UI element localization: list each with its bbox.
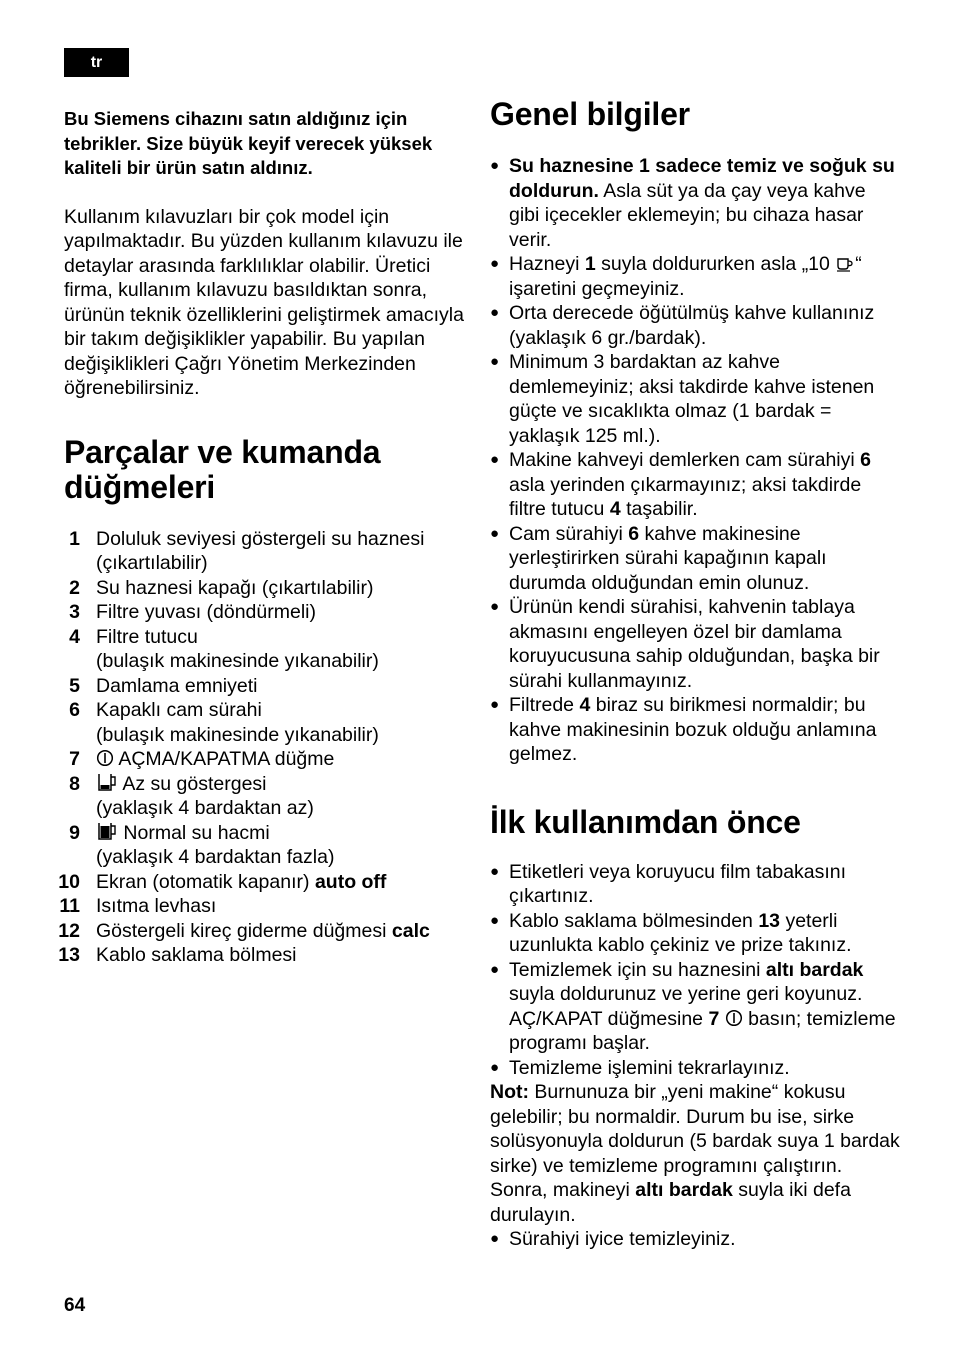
left-column	[58, 107, 469, 968]
list-item: ● Minimum 3 bardaktan az kahve demlemeyiniz; aksi takdirde kahve istenen güçte ve sıcaklıkta olmaz (1 bardak = yaklaşık 125 ml.).	[490, 351, 875, 447]
list-item: 8 Az su göstergesi (yaklaşık 4 bardaktan az)	[69, 772, 314, 819]
low-water-icon	[96, 772, 118, 792]
right-column	[490, 97, 900, 1252]
power-icon	[725, 1009, 743, 1027]
list-item: 5 Damlama emniyeti	[69, 674, 258, 697]
list-item: 3 Filtre yuvası (döndürmeli)	[69, 601, 316, 623]
list-item: ● Filtrede 4 biraz su birikmesi normaldir; bu kahve makinesinin bozuk olduğu anlamına gelmez.	[490, 694, 877, 765]
list-item: ● Hazneyi 1 suyla doldururken asla „10 “ işaretini geçmeyiniz.	[490, 253, 862, 300]
list-item: ● Temizleme işlemini tekrarlayınız.	[490, 1056, 790, 1079]
intro-bold-text: Bu Siemens cihazını satın aldığınız için tebrikler. Size büyük keyif verecek yüksek kaliteli bir ürün satın aldınız.	[64, 108, 433, 178]
first-use-heading: İlk kullanımdan önce	[490, 803, 801, 840]
list-item: ● Ürünün kendi sürahisi, kahvenin tablaya akmasını engelleyen özel bir damlama koruyucusuna sahip olduğundan, başka bir sürahi kullanmayınız.	[490, 596, 880, 692]
parts-heading: Parçalar ve kumanda düğmeleri	[64, 433, 381, 505]
list-item: 6 Kapaklı cam sürahi (bulaşık makinesinde yıkanabilir)	[69, 699, 379, 746]
list-item: ● Su haznesine 1 sadece temiz ve soğuk su doldurun. Asla süt ya da çay veya kahve gibi içecekler eklemeyin; bu cihaza hasar verir.	[490, 155, 895, 251]
list-item: 13 Kablo saklama bölmesi	[58, 944, 297, 966]
list-item: 4 Filtre tutucu (bulaşık makinesinde yıkanabilir)	[69, 625, 379, 672]
list-item: ● Cam sürahiyi 6 kahve makinesine yerleştirirken sürahi kapağının kapalı durumda olduğundan emin olunuz.	[490, 522, 827, 594]
list-item: 11 Isıtma levhası	[59, 895, 217, 917]
list-item: 12 Göstergeli kireç giderme düğmesi calc	[58, 919, 430, 942]
intro-text: Kullanım kılavuzları bir çok model için yapılmaktadır. Bu yüzden kullanım kılavuzu ile detaylar arasında farklılıklar olabilir. Üretici firma, kullanım kılavuzu basıldıktan sonra, ürünün teknik özelliklerini geliştirmek amacıyla bir takım değişiklikler yapabilir. Bu yapılan değişiklikleri Çağrı Yönetim Merkezinden öğrenebilirsiniz.	[64, 205, 464, 399]
first-use-list-end	[490, 1227, 900, 1252]
list-item: ● Sürahiyi iyice temizleyiniz.	[490, 1228, 736, 1250]
list-item: ● Kablo saklama bölmesinden 13 yeterli uzunlukta kablo çekiniz ve prize takınız.	[490, 909, 852, 956]
normal-water-icon	[96, 821, 118, 841]
general-list	[490, 154, 900, 767]
parts-list	[58, 527, 469, 968]
list-item: ● Etiketleri veya koruyucu film tabakasını çıkartınız.	[490, 860, 847, 907]
first-use-list	[490, 860, 900, 1081]
language-tag: tr	[64, 48, 129, 77]
list-item: 10 Ekran (otomatik kapanır) auto off	[58, 870, 387, 893]
list-item: 7 AÇMA/KAPATMA düğme	[69, 748, 335, 770]
list-item: 2 Su haznesi kapağı (çıkartılabilir)	[69, 576, 374, 599]
cup-icon	[835, 254, 855, 272]
power-icon	[96, 749, 114, 767]
list-item: ● Orta derecede öğütülmüş kahve kullanınız (yaklaşık 6 gr./bardak).	[490, 302, 875, 349]
list-item: ● Temizlemek için su haznesini altı bardak suyla doldurunuz ve yerine geri koyunuz. AÇ/KAPAT düğmesine 7 basın; temizleme programı başlar.	[490, 958, 896, 1054]
general-heading: Genel bilgiler	[490, 96, 690, 132]
list-item: 9 Normal su hacmi (yaklaşık 4 bardaktan fazla)	[69, 821, 335, 868]
list-item: ● Makine kahveyi demlerken cam sürahiyi 6 asla yerinden çıkarmayınız; aksi takdirde filtre tutucu 4 taşabilir.	[490, 449, 872, 520]
list-item: 1 Doluluk seviyesi göstergeli su haznesi (çıkartılabilir)	[69, 527, 425, 574]
note-paragraph: Not: Burnunuza bir „yeni makine“ kokusu gelebilir; bu normaldir. Durum bu ise, sirke solüsyonuyla doldurun (5 bardak suya 1 bardak sirke) ve temizleme programını çalıştırın. Sonra, makineyi altı bardak suyla iki defa durulayın.	[490, 1081, 900, 1226]
page-number: 64	[64, 1295, 86, 1316]
